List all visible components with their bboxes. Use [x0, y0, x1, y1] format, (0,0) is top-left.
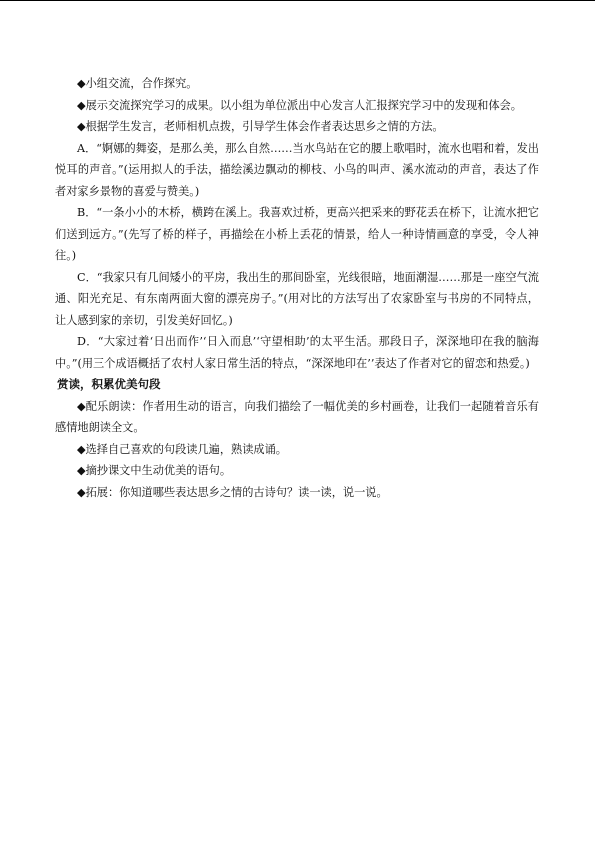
- bullet-recite: ◆选择自己喜欢的句段读几遍，熟读成诵。: [77, 442, 287, 456]
- example-a: A．“婀娜的舞姿，是那么美，那么自然……当水鸟站在它的腰上歌唱时，流水也唱和着，发出悦耳的声音。”(运用拟人的手法，描绘溪边飘动的柳枝、小鸟的叫声、溪水流动的声音，表达了作者对家乡景物的喜爱与赞美。): [55, 141, 539, 198]
- bullet-music-reading: ◆配乐朗读：作者用生动的语言，向我们描绘了一幅优美的乡村画卷，让我们一起随着音乐有感情地朗读全文。: [55, 399, 539, 434]
- bullet-copy-sentences: ◆摘抄课文中生动优美的语句。: [77, 464, 232, 477]
- bullet-teacher-guidance: ◆根据学生发言，老师相机点拨，引导学生体会作者表达思乡之情的方法。: [77, 120, 444, 133]
- section-heading: 赏读，积累优美句段: [57, 377, 161, 391]
- bullet-group-discussion: ◆小组交流，合作探究。: [77, 77, 198, 90]
- header-rule: [0, 0, 595, 1]
- example-d: D．“大家过着‘日出而作’‘日入而息’‘守望相助’的太平生活。那段日子，深深地印在我的脑海中。”(用三个成语概括了农村人家日常生活的特点，“深深地印在’’表达了作者对它的留恋和热爱。): [55, 335, 539, 370]
- example-c: C．“我家只有几间矮小的平房，我出生的那间卧室，光线很暗，地面潮湿……那是一座空气流通、阳光充足、有东南两面大窗的漂亮房子。”(用对比的方法写出了农家卧室与书房的不同特点，让人感到家的亲切，引发美好回忆。): [55, 270, 539, 327]
- example-b: B．“一条小小的木桥，横跨在溪上。我喜欢过桥，更高兴把采来的野花丢在桥下，让流水把它们送到远方。”(先写了桥的样子，再描绘在小桥上丢花的情景，给人一种诗情画意的享受，令人神往。): [55, 206, 539, 262]
- document-body: [55, 73, 539, 503]
- bullet-present-results: ◆展示交流探究学习的成果。以小组为单位派出中心发言人汇报探究学习中的发现和体会。: [77, 98, 522, 112]
- bullet-extension: ◆拓展：你知道哪些表达思乡之情的古诗句？读一读，说一说。: [77, 485, 388, 499]
